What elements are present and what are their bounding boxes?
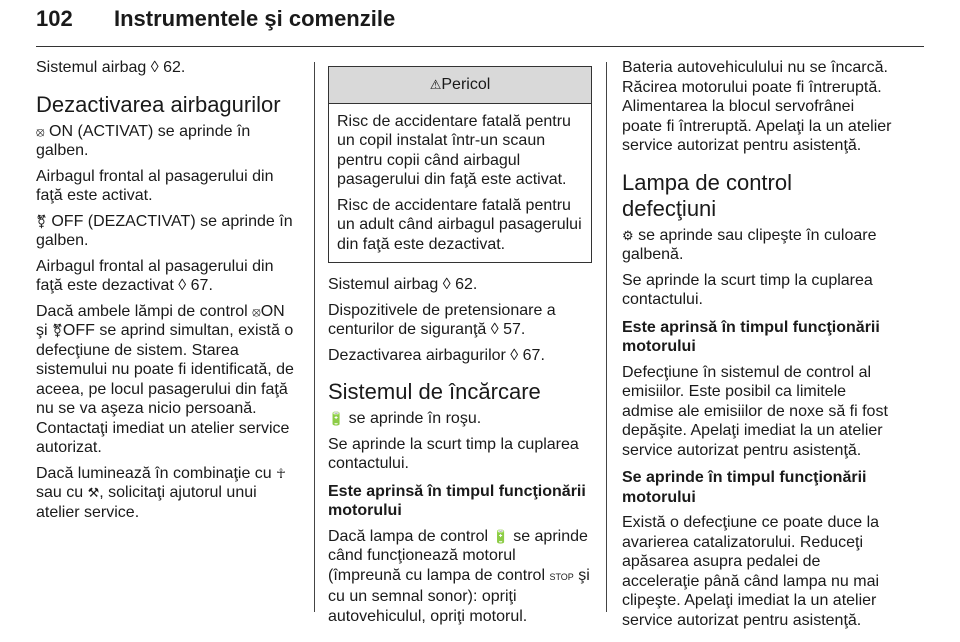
- airbag-on-icon: ⦻: [252, 303, 261, 319]
- warning-title: Pericol: [441, 76, 491, 93]
- warning-triangle-icon: ⚠: [429, 77, 442, 92]
- paragraph: ⚧ OFF (DEZACTIVAT) se aprinde în galben.: [36, 212, 293, 249]
- paragraph: Dacă luminează în combinaţie cu ☥ sau cu ⚒, solicitaţi ajutorul unui atelier service.: [36, 464, 286, 521]
- column-3: [622, 58, 892, 636]
- paragraph: 🔋 se aprinde în roşu.: [328, 410, 482, 427]
- paragraph: Se aprinde la scurt timp la cuplarea contactului.: [622, 271, 873, 308]
- section-heading: Sistemul de încărcare: [328, 379, 541, 404]
- column-2: [328, 58, 592, 632]
- page-header: [36, 2, 924, 42]
- paragraph: Airbagul frontal al pasagerului din faţă este activat.: [36, 167, 274, 204]
- paragraph: Defecţiune în sistemul de control al emisiilor. Este posibil ca limitele admise ale emisiilor de noxe să fi fost depăşite. Apelaţi imediat la un atelier service autorizat pentru asistenţă.: [622, 363, 888, 459]
- paragraph: ⦻ ON (ACTIVAT) se aprinde în galben.: [36, 122, 251, 159]
- paragraph: Dezactivarea airbagurilor ◊ 67.: [328, 346, 545, 364]
- header-divider: [36, 46, 924, 47]
- paragraph: Sistemul airbag ◊ 62.: [328, 276, 478, 293]
- battery-icon: 🔋: [328, 411, 345, 426]
- subsection-heading: Se aprinde în timpul funcţionării motorului: [622, 469, 867, 506]
- wrench-icon: ⚒: [87, 485, 100, 500]
- section-heading: Dezactivarea airbagurilor: [36, 91, 281, 117]
- subsection-heading: Este aprinsă în timpul funcţionării motorului: [622, 318, 880, 355]
- paragraph: ⚙ se aprinde sau clipeşte în culoare galbenă.: [622, 226, 877, 263]
- paragraph: Airbagul frontal al pasagerului din faţă este dezactivat ◊ 67.: [36, 257, 274, 294]
- column-divider: [314, 62, 315, 612]
- paragraph: Se aprinde la scurt timp la cuplarea contactului.: [328, 435, 579, 472]
- warning-body: [329, 104, 591, 263]
- subsection-heading: Este aprinsă în timpul funcţionării motorului: [328, 482, 586, 519]
- page-number: 102: [36, 6, 73, 31]
- section-heading: Lampa de control defecţiuni: [622, 169, 792, 221]
- chapter-title: Instrumentele şi comenzile: [114, 6, 396, 31]
- airbag-off-icon: ⚧: [36, 213, 47, 229]
- paragraph: Bateria autovehiculului nu se încarcă. Răcirea motorului poate fi întreruptă. Alimentarea la blocul servofrânei poate fi întreruptă. Apelaţi la un atelier service autorizat pentru asistenţă.: [622, 59, 892, 154]
- seat-belt-icon: ☥: [276, 465, 286, 481]
- paragraph: Dispozitivele de pretensionare a centurilor de siguranţă ◊ 57.: [328, 301, 556, 338]
- paragraph: Risc de accidentare fatală pentru un copil instalat într-un scaun pentru copii când airbagul pasagerului din faţă este activat.: [337, 112, 571, 188]
- column-divider: [606, 62, 607, 612]
- paragraph: Risc de accidentare fatală pentru un adult când airbagul pasagerului din faţă este dezactivat.: [337, 196, 582, 253]
- paragraph: Dacă ambele lămpi de control ⦻ON şi ⚧OFF se aprind simultan, există o defecţiune de sistem. Starea sistemului nu poate fi identificată, de aceea, pe locul pasagerului din faţă nu se va aşeza nicio persoană. Contactaţi imediat un atelier service autorizat.: [36, 302, 294, 456]
- warning-header: [329, 67, 591, 104]
- paragraph: Sistemul airbag ◊ 62.: [36, 59, 186, 76]
- column-1: [36, 58, 300, 528]
- paragraph: Există o defecţiune ce poate duce la avarierea catalizatorului. Reduceţi apăsarea asupra pedalei de acceleraţie până când lampa nu mai clipeşte. Apelaţi imediat la un atelier service autorizat pentru asistenţă.: [622, 514, 880, 629]
- airbag-on-icon: ⦻: [36, 123, 45, 139]
- engine-icon: ⚙: [622, 227, 634, 243]
- battery-icon: 🔋: [492, 528, 509, 544]
- airbag-off-icon: ⚧: [52, 323, 63, 338]
- warning-box: [328, 66, 592, 263]
- paragraph: Dacă lampa de control 🔋 se aprinde când funcţionează motorul (împreună cu lampa de control STOP şi cu un semnal sonor): opriţi autovehiculul, opriţi motorul.: [328, 527, 590, 625]
- stop-icon: STOP: [549, 571, 574, 582]
